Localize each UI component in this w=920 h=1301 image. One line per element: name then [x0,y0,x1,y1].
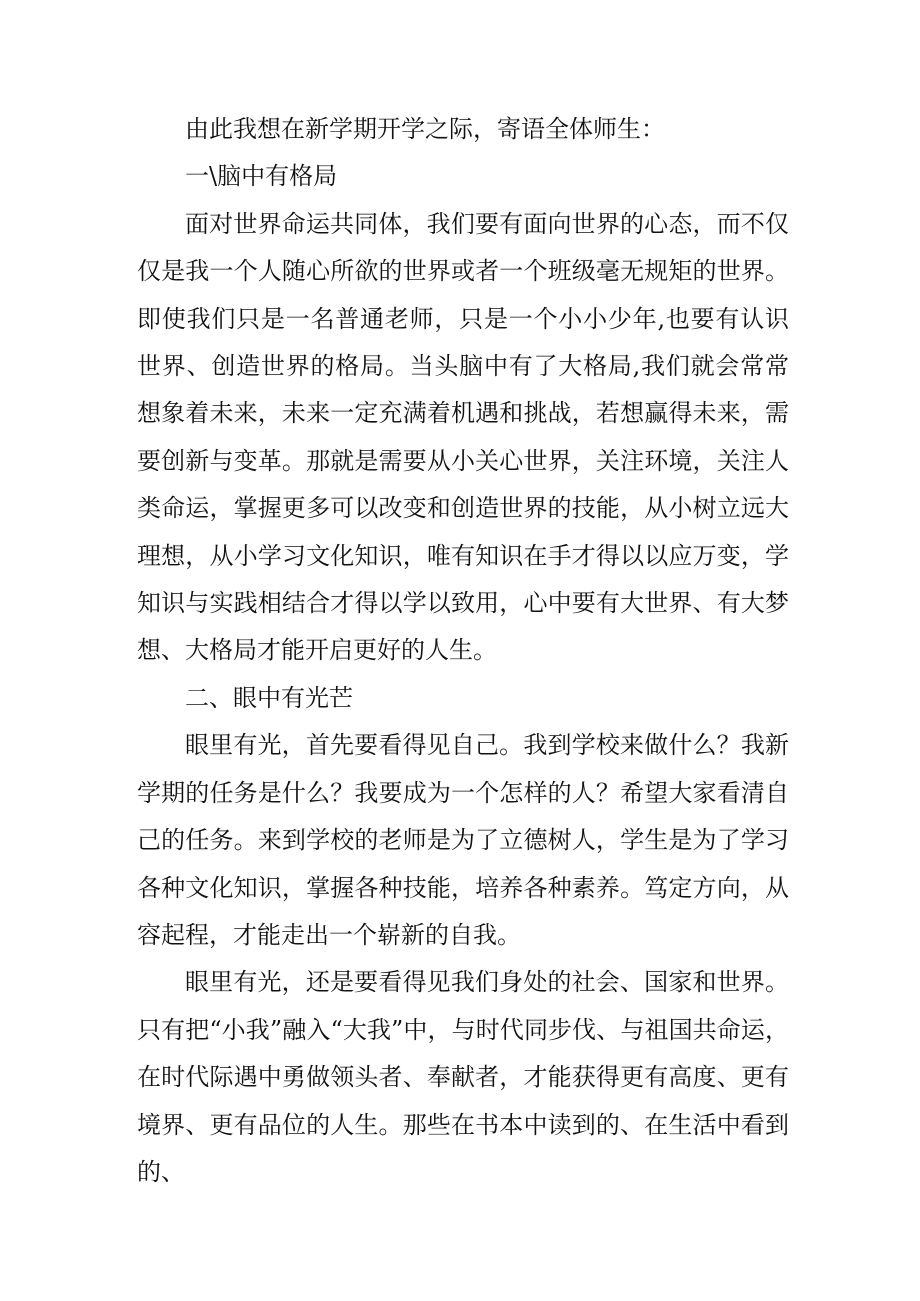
intro-paragraph: 由此我想在新学期开学之际，寄语全体师生： [185,115,665,143]
document-body [137,106,789,1196]
body-paragraph-2: 眼里有光，首先要看得见自己。我到学校来做什么？我新学期的任务是什么？我要成为一个怎样的人？希望大家看清自己的任务。来到学校的老师是为了立德树人，学生是为了学习各种文化知识，掌握各种技能，培养各种素养。笃定方向，从容起程，才能走出一个崭新的自我。 [137,731,789,949]
body-paragraph-3: 眼里有光，还是要看得见我们身处的社会、国家和世界。只有把“小我”融入“大我”中，与时代同步伐、与祖国共命运，在时代际遇中勇做领头者、奉献者，才能获得更有高度、更有境界、更有品位的人生。那些在书本中读到的、在生活中看到的、 [137,968,789,1186]
section-heading-1: 一\脑中有格局 [185,162,338,191]
body-paragraph-1: 面对世界命运共同体，我们要有面向世界的心态，而不仅仅是我一个人随心所欲的世界或者一个班级毫无规矩的世界。即使我们只是一名普通老师，只是一个小小少年,也要有认识世界、创造世界的格局。当头脑中有了大格局,我们就会常常想象着未来，未来一定充满着机遇和挑战，若想赢得未来，需要创新与变革。那就是需要从小关心世界，关注环境，关注人类命运，掌握更多可以改变和创造世界的技能，从小树立远大理想，从小学习文化知识，唯有知识在手才得以以应万变，学知识与实践相结合才得以学以致用，心中要有大世界、有大梦想、大格局才能开启更好的人生。 [137,209,789,665]
section-heading-2: 二、眼中有光芒 [185,683,353,712]
